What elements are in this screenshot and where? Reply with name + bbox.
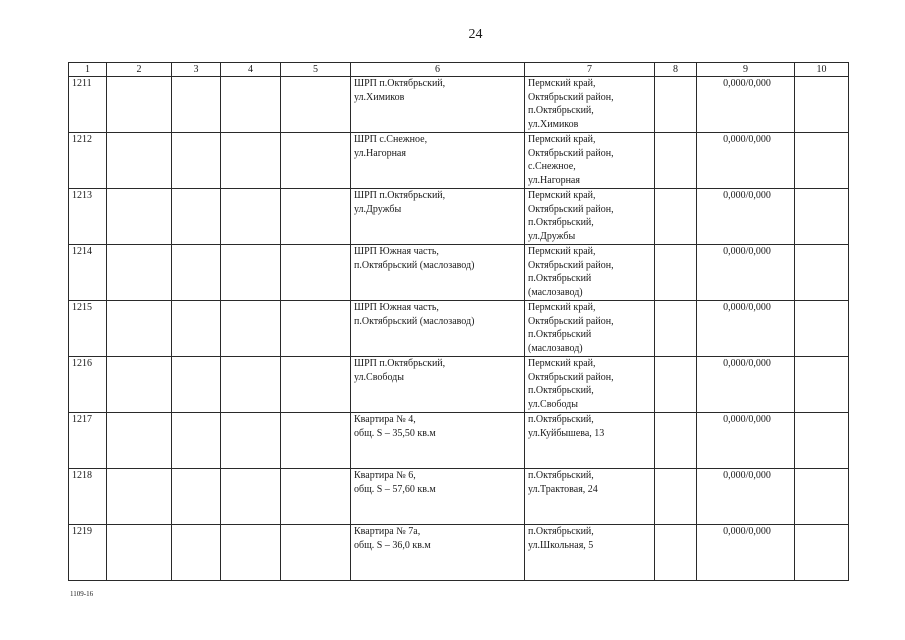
empty-cell-col-5: [281, 469, 351, 525]
address-line: ул.Школьная, 5: [528, 539, 594, 551]
object-name-cell: [351, 525, 525, 581]
table-row: [69, 525, 849, 581]
row-number-cell: 1212: [69, 133, 107, 189]
object-name-line: ШРП Южная часть,: [354, 302, 439, 313]
table-row: [69, 133, 849, 189]
empty-cell-col-8: [655, 301, 697, 357]
value-cell: 0,000/0,000: [697, 77, 795, 133]
object-name-line: Квартира № 6,: [354, 470, 416, 481]
object-name-cell: [351, 301, 525, 357]
address-line: Пермский край,: [528, 78, 596, 89]
address-cell: [525, 301, 655, 357]
address-line: п.Октябрьский,: [528, 217, 594, 228]
empty-cell-col-5: [281, 245, 351, 301]
address-line: Октябрьский район,: [528, 203, 614, 215]
address-line: п.Октябрьский: [528, 329, 592, 340]
empty-cell-col-2: [107, 77, 172, 133]
column-header-6: 6: [351, 63, 525, 77]
empty-cell-col-3: [172, 301, 221, 357]
empty-cell-col-4: [221, 133, 281, 189]
address-cell: [525, 189, 655, 245]
table-row: [69, 189, 849, 245]
empty-cell-col-10: [795, 301, 849, 357]
table-body: [69, 77, 849, 581]
empty-cell-col-5: [281, 525, 351, 581]
address-cell: [525, 413, 655, 469]
empty-cell-col-3: [172, 189, 221, 245]
empty-cell-col-4: [221, 245, 281, 301]
object-name-line: ул.Свободы: [354, 371, 404, 383]
address-cell: [525, 469, 655, 525]
address-line: Пермский край,: [528, 358, 596, 369]
table-row: [69, 245, 849, 301]
empty-cell-col-8: [655, 469, 697, 525]
value-cell: 0,000/0,000: [697, 245, 795, 301]
document-code: 1109-16: [70, 590, 94, 598]
address-line: Октябрьский район,: [528, 371, 614, 383]
empty-cell-col-5: [281, 413, 351, 469]
empty-cell-col-2: [107, 133, 172, 189]
address-cell: [525, 357, 655, 413]
empty-cell-col-2: [107, 525, 172, 581]
empty-cell-col-10: [795, 525, 849, 581]
object-name-line: ШРП с.Снежное,: [354, 134, 428, 145]
object-name-line: ул.Нагорная: [354, 147, 406, 159]
object-name-cell: [351, 413, 525, 469]
empty-cell-col-8: [655, 133, 697, 189]
empty-cell-col-2: [107, 469, 172, 525]
object-name-line: общ. S – 57,60 кв.м: [354, 483, 436, 495]
empty-cell-col-3: [172, 413, 221, 469]
empty-cell-col-8: [655, 525, 697, 581]
empty-cell-col-5: [281, 77, 351, 133]
value-cell: 0,000/0,000: [697, 189, 795, 245]
empty-cell-col-10: [795, 133, 849, 189]
page-number: 24: [468, 27, 483, 42]
empty-cell-col-10: [795, 189, 849, 245]
value-cell: 0,000/0,000: [697, 525, 795, 581]
empty-cell-col-8: [655, 245, 697, 301]
empty-cell-col-2: [107, 413, 172, 469]
address-line: Пермский край,: [528, 246, 596, 257]
address-line: п.Октябрьский,: [528, 470, 594, 481]
empty-cell-col-3: [172, 133, 221, 189]
empty-cell-col-3: [172, 245, 221, 301]
table-row: [69, 357, 849, 413]
empty-cell-col-10: [795, 413, 849, 469]
empty-cell-col-4: [221, 189, 281, 245]
row-number-cell: 1215: [69, 301, 107, 357]
object-name-cell: [351, 77, 525, 133]
object-name-line: Квартира № 7а,: [354, 526, 421, 537]
address-line: Октябрьский район,: [528, 147, 614, 159]
address-cell: [525, 525, 655, 581]
empty-cell-col-3: [172, 357, 221, 413]
column-header-10: 10: [795, 63, 849, 77]
object-name-cell: [351, 133, 525, 189]
object-name-line: общ. S – 36,0 кв.м: [354, 539, 431, 551]
object-name-line: ул.Химиков: [354, 91, 405, 103]
column-header-2: 2: [107, 63, 172, 77]
object-name-line: общ. S – 35,50 кв.м: [354, 427, 436, 439]
row-number-cell: 1219: [69, 525, 107, 581]
object-name-line: ШРП п.Октябрьский,: [354, 358, 446, 369]
object-name-line: ШРП п.Октябрьский,: [354, 78, 446, 89]
row-number-cell: 1213: [69, 189, 107, 245]
empty-cell-col-10: [795, 77, 849, 133]
address-line: п.Октябрьский: [528, 273, 592, 284]
column-header-8: 8: [655, 63, 697, 77]
address-cell: [525, 77, 655, 133]
empty-cell-col-10: [795, 469, 849, 525]
table-row: [69, 469, 849, 525]
object-name-cell: [351, 189, 525, 245]
address-line: (маслозавод): [528, 286, 583, 298]
empty-cell-col-2: [107, 301, 172, 357]
empty-cell-col-5: [281, 301, 351, 357]
row-number-cell: 1214: [69, 245, 107, 301]
address-line: Пермский край,: [528, 302, 596, 313]
address-line: Пермский край,: [528, 190, 596, 201]
address-line: п.Октябрьский,: [528, 414, 594, 425]
empty-cell-col-3: [172, 525, 221, 581]
empty-cell-col-4: [221, 525, 281, 581]
column-header-9: 9: [697, 63, 795, 77]
address-line: п.Октябрьский,: [528, 526, 594, 537]
row-number-cell: 1218: [69, 469, 107, 525]
address-line: ул.Нагорная: [528, 174, 580, 186]
address-line: ул.Куйбышева, 13: [528, 427, 605, 439]
table-row: [69, 413, 849, 469]
address-line: п.Октябрьский,: [528, 105, 594, 116]
empty-cell-col-4: [221, 357, 281, 413]
column-header-7: 7: [525, 63, 655, 77]
address-line: Октябрьский район,: [528, 91, 614, 103]
value-cell: 0,000/0,000: [697, 469, 795, 525]
table-row: [69, 77, 849, 133]
empty-cell-col-2: [107, 357, 172, 413]
empty-cell-col-4: [221, 301, 281, 357]
object-name-line: п.Октябрьский (маслозавод): [354, 259, 475, 271]
empty-cell-col-8: [655, 77, 697, 133]
address-line: ул.Трактовая, 24: [528, 483, 598, 495]
value-cell: 0,000/0,000: [697, 133, 795, 189]
column-header-3: 3: [172, 63, 221, 77]
value-cell: 0,000/0,000: [697, 413, 795, 469]
object-name-cell: [351, 245, 525, 301]
address-cell: [525, 133, 655, 189]
object-name-cell: [351, 357, 525, 413]
table-row: [69, 301, 849, 357]
address-line: Октябрьский район,: [528, 259, 614, 271]
empty-cell-col-4: [221, 469, 281, 525]
row-number-cell: 1217: [69, 413, 107, 469]
address-cell: [525, 245, 655, 301]
empty-cell-col-3: [172, 77, 221, 133]
empty-cell-col-5: [281, 357, 351, 413]
value-cell: 0,000/0,000: [697, 301, 795, 357]
address-line: Октябрьский район,: [528, 315, 614, 327]
empty-cell-col-2: [107, 245, 172, 301]
address-line: п.Октябрьский,: [528, 385, 594, 396]
empty-cell-col-2: [107, 189, 172, 245]
address-line: с.Снежное,: [528, 161, 576, 172]
object-name-cell: [351, 469, 525, 525]
empty-cell-col-8: [655, 189, 697, 245]
empty-cell-col-5: [281, 189, 351, 245]
object-name-line: ШРП Южная часть,: [354, 246, 439, 257]
column-header-1: 1: [69, 63, 107, 77]
address-line: Пермский край,: [528, 134, 596, 145]
object-name-line: п.Октябрьский (маслозавод): [354, 315, 475, 327]
empty-cell-col-8: [655, 357, 697, 413]
value-cell: 0,000/0,000: [697, 357, 795, 413]
column-header-5: 5: [281, 63, 351, 77]
object-name-line: ул.Дружбы: [354, 203, 402, 215]
column-header-4: 4: [221, 63, 281, 77]
empty-cell-col-4: [221, 413, 281, 469]
empty-cell-col-10: [795, 245, 849, 301]
object-name-line: ШРП п.Октябрьский,: [354, 190, 446, 201]
empty-cell-col-5: [281, 133, 351, 189]
object-name-line: Квартира № 4,: [354, 414, 416, 425]
address-line: ул.Свободы: [528, 398, 578, 410]
header-row: [69, 63, 849, 77]
row-number-cell: 1211: [69, 77, 107, 133]
address-line: (маслозавод): [528, 342, 583, 354]
address-line: ул.Дружбы: [528, 230, 576, 242]
empty-cell-col-8: [655, 413, 697, 469]
empty-cell-col-4: [221, 77, 281, 133]
address-line: ул.Химиков: [528, 118, 579, 130]
empty-cell-col-3: [172, 469, 221, 525]
empty-cell-col-10: [795, 357, 849, 413]
property-registry-table: [68, 62, 849, 581]
row-number-cell: 1216: [69, 357, 107, 413]
